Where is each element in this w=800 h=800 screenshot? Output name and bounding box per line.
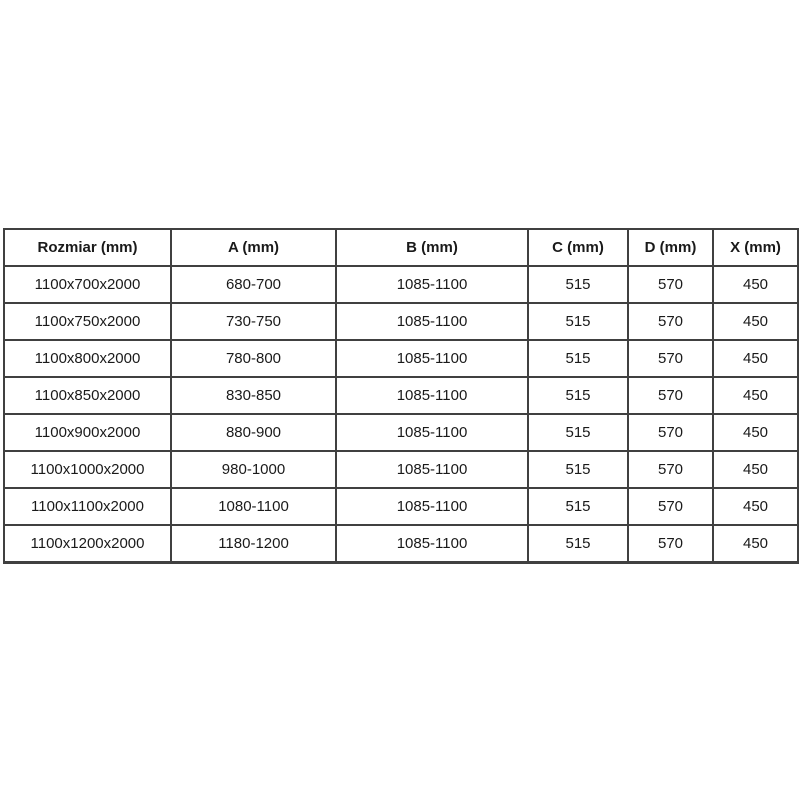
cell-b: 1085-1100 <box>336 414 528 451</box>
cell-a: 1080-1100 <box>171 488 336 525</box>
cell-rozmiar: 1100x800x2000 <box>4 340 171 377</box>
cell-x: 450 <box>713 525 798 563</box>
cell-rozmiar: 1100x1000x2000 <box>4 451 171 488</box>
cell-a: 880-900 <box>171 414 336 451</box>
size-table-container <box>3 228 797 564</box>
size-table <box>3 228 799 564</box>
cell-a: 980-1000 <box>171 451 336 488</box>
cell-x: 450 <box>713 266 798 303</box>
table-row <box>4 377 798 414</box>
cell-c: 515 <box>528 488 628 525</box>
cell-c: 515 <box>528 414 628 451</box>
cell-a: 730-750 <box>171 303 336 340</box>
cell-a: 780-800 <box>171 340 336 377</box>
cell-d: 570 <box>628 451 713 488</box>
cell-d: 570 <box>628 377 713 414</box>
cell-d: 570 <box>628 414 713 451</box>
cell-b: 1085-1100 <box>336 451 528 488</box>
cell-x: 450 <box>713 451 798 488</box>
column-header-a: A (mm) <box>171 229 336 266</box>
cell-b: 1085-1100 <box>336 377 528 414</box>
cell-x: 450 <box>713 340 798 377</box>
cell-c: 515 <box>528 377 628 414</box>
table-row <box>4 488 798 525</box>
cell-x: 450 <box>713 414 798 451</box>
cell-d: 570 <box>628 303 713 340</box>
cell-x: 450 <box>713 377 798 414</box>
table-row <box>4 303 798 340</box>
table-row <box>4 266 798 303</box>
cell-x: 450 <box>713 488 798 525</box>
cell-c: 515 <box>528 266 628 303</box>
column-header-c: C (mm) <box>528 229 628 266</box>
cell-b: 1085-1100 <box>336 303 528 340</box>
cell-a: 1180-1200 <box>171 525 336 563</box>
cell-x: 450 <box>713 303 798 340</box>
cell-a: 830-850 <box>171 377 336 414</box>
cell-b: 1085-1100 <box>336 525 528 563</box>
cell-d: 570 <box>628 525 713 563</box>
column-header-x: X (mm) <box>713 229 798 266</box>
cell-b: 1085-1100 <box>336 488 528 525</box>
cell-c: 515 <box>528 451 628 488</box>
cell-a: 680-700 <box>171 266 336 303</box>
table-row <box>4 340 798 377</box>
cell-rozmiar: 1100x900x2000 <box>4 414 171 451</box>
table-row <box>4 525 798 563</box>
cell-b: 1085-1100 <box>336 266 528 303</box>
cell-rozmiar: 1100x750x2000 <box>4 303 171 340</box>
cell-c: 515 <box>528 340 628 377</box>
cell-rozmiar: 1100x850x2000 <box>4 377 171 414</box>
cell-b: 1085-1100 <box>336 340 528 377</box>
cell-c: 515 <box>528 525 628 563</box>
header-row <box>4 229 798 266</box>
cell-c: 515 <box>528 303 628 340</box>
cell-d: 570 <box>628 488 713 525</box>
column-header-d: D (mm) <box>628 229 713 266</box>
column-header-rozmiar: Rozmiar (mm) <box>4 229 171 266</box>
cell-d: 570 <box>628 266 713 303</box>
cell-rozmiar: 1100x700x2000 <box>4 266 171 303</box>
cell-rozmiar: 1100x1100x2000 <box>4 488 171 525</box>
cell-d: 570 <box>628 340 713 377</box>
table-row <box>4 451 798 488</box>
column-header-b: B (mm) <box>336 229 528 266</box>
table-row <box>4 414 798 451</box>
cell-rozmiar: 1100x1200x2000 <box>4 525 171 563</box>
